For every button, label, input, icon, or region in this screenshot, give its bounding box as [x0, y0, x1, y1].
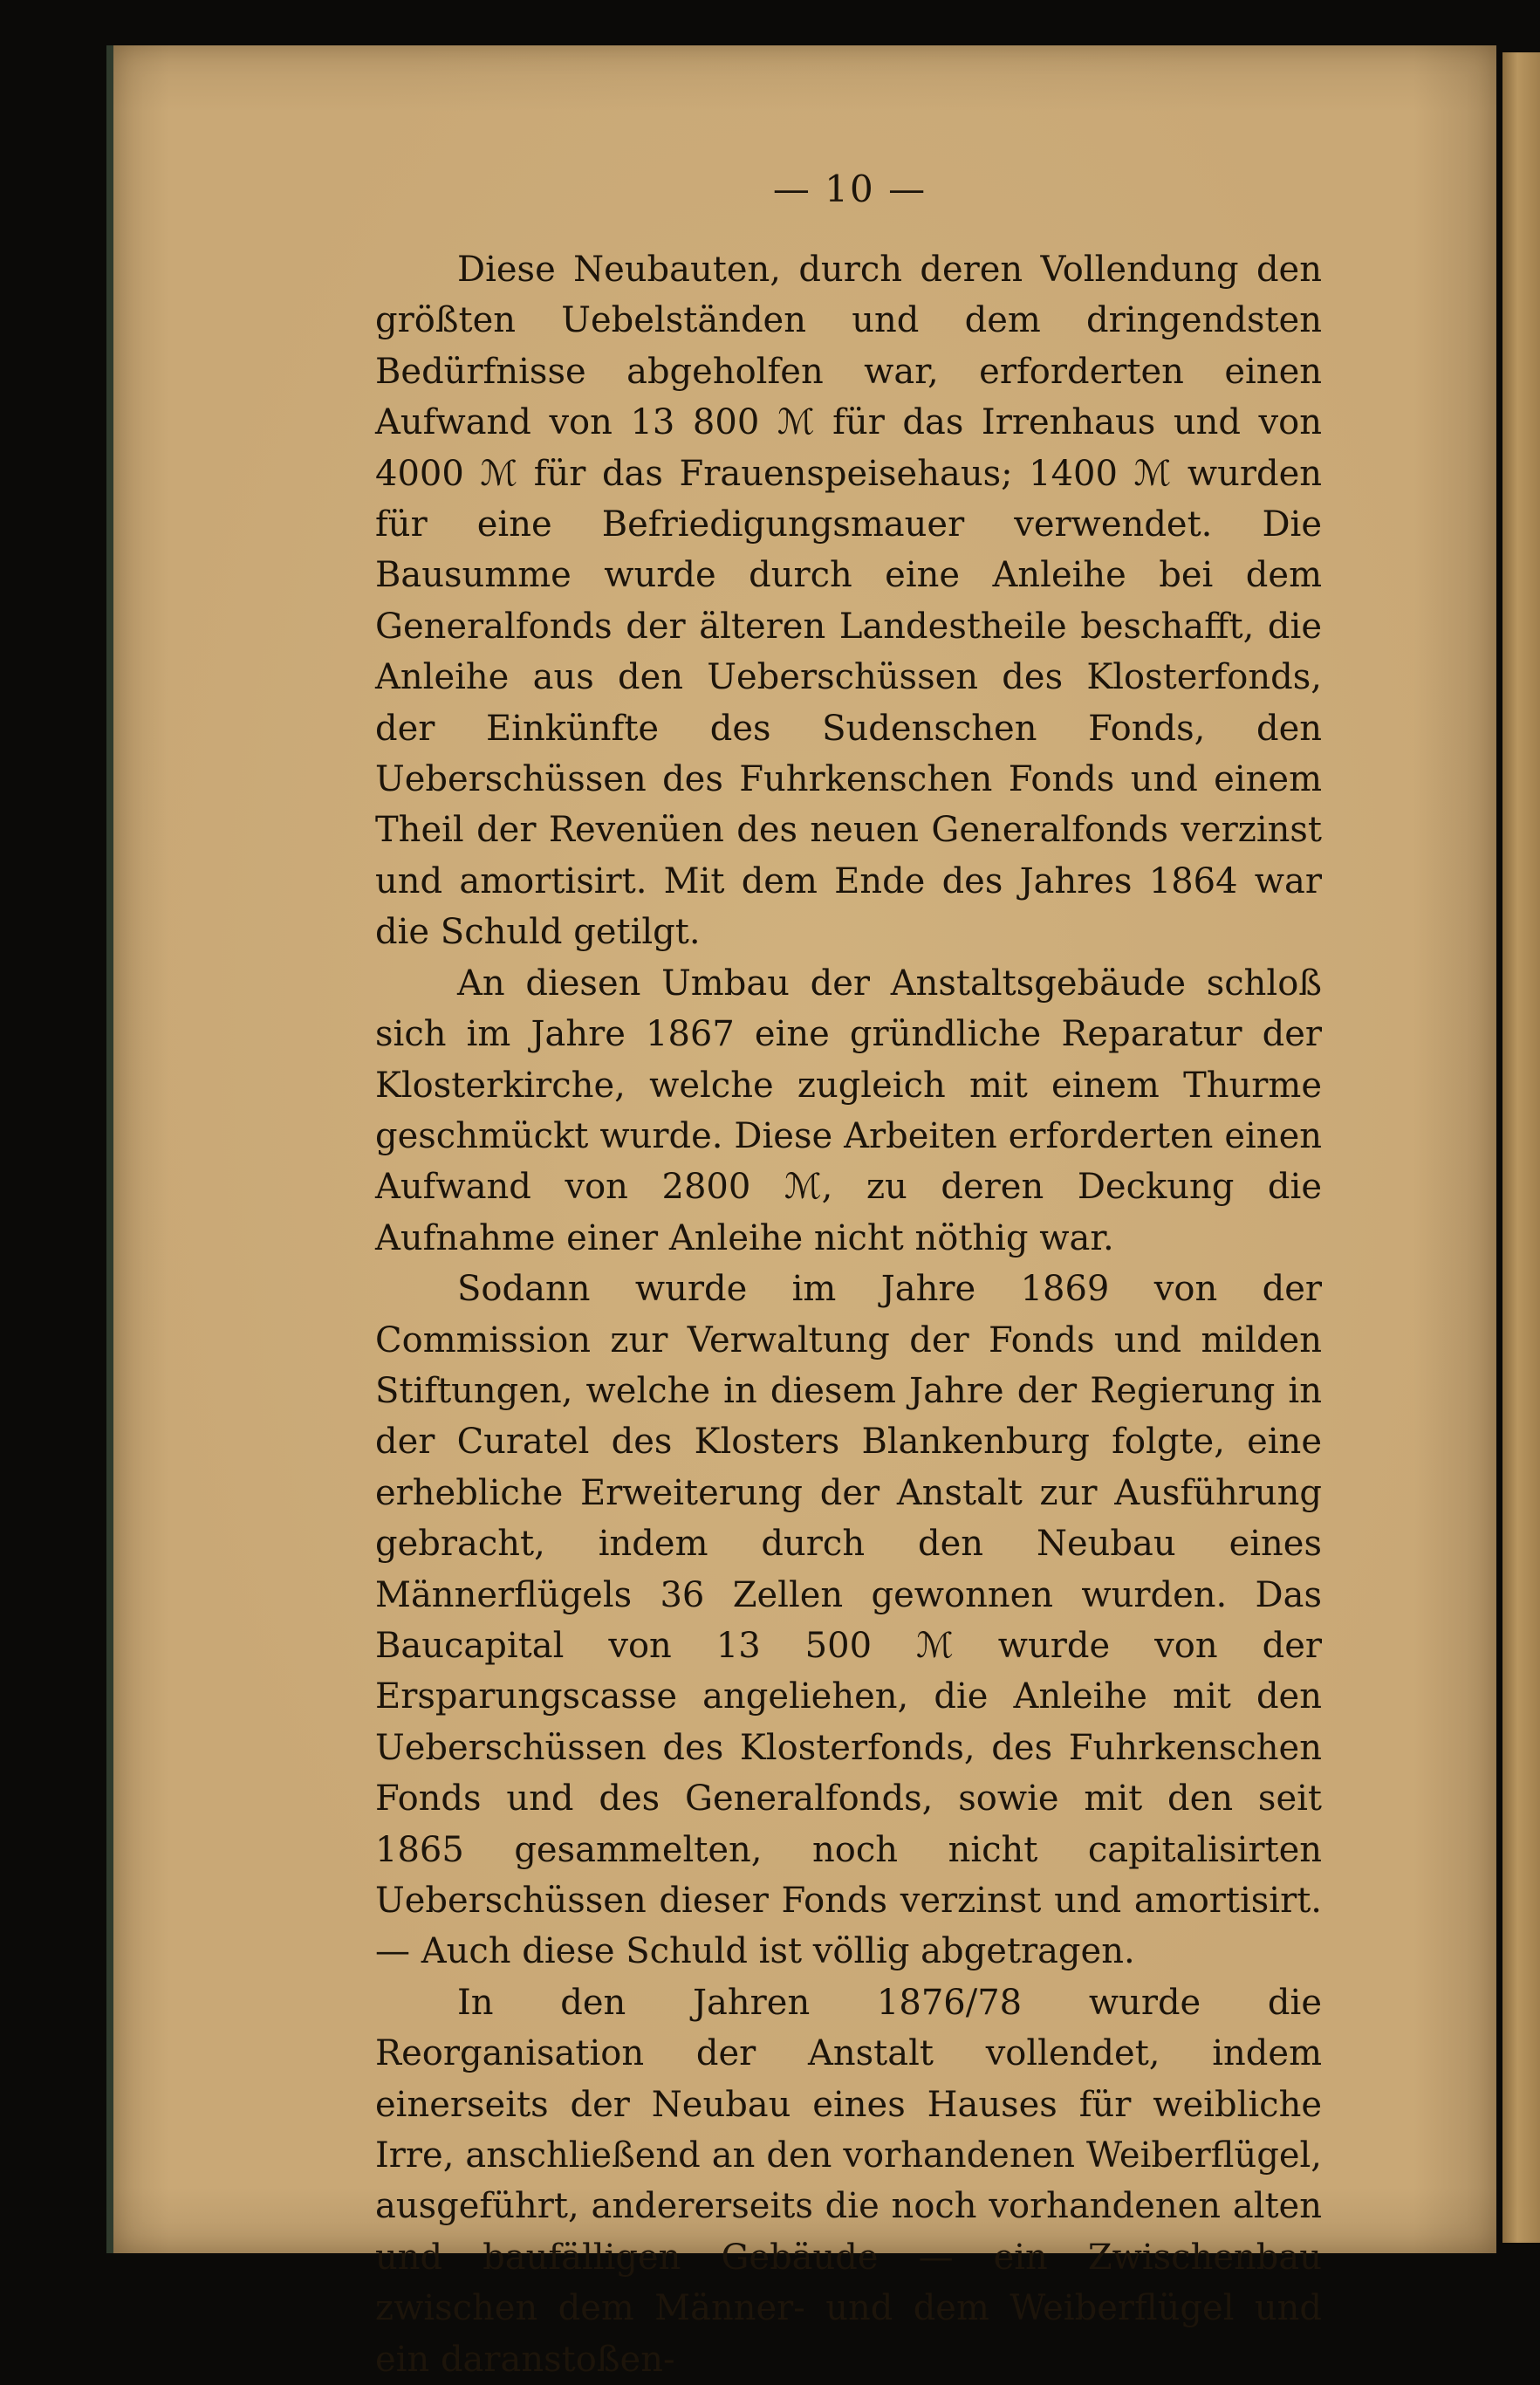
paragraph-1: Diese Neubauten, durch deren Vollendung den größten Uebelständen und dem dringendsten Bedürfnisse abgeholfen war, erforderten einen Aufwand von 13 800 ℳ für das Irrenhaus und von 4000 ℳ für das Frauenspeisehaus; 1400 ℳ wurden für eine Befriedigungsmauer verwendet. Die Bausumme wurde durch eine Anleihe bei dem Generalfonds der älteren Landestheile beschafft, die Anleihe aus den Ueberschüssen des Klosterfonds, der Einkünfte des Sudenschen Fonds, den Ueberschüssen des Fuhrkenschen Fonds und einem Theil der Revenüen des neuen Generalfonds verzinst und amortisirt. Mit dem Ende des Jahres 1864 war die Schuld getilgt. — [375, 250, 1322, 953]
next-page-edge — [1502, 52, 1540, 2243]
paragraph-2: An diesen Umbau der Anstaltsgebäude schloß sich im Jahre 1867 eine gründliche Reparatur der Klosterkirche, welche zugleich mit einem Thurme geschmückt wurde. Diese Arbeiten erforderten einen Aufwand von 2800 ℳ, zu deren Deckung die Aufnahme einer Anleihe nicht nöthig war. — [375, 963, 1322, 1258]
page-number: — 10 — — [772, 168, 927, 210]
paragraph-3: Sodann wurde im Jahre 1869 von der Commission zur Verwaltung der Fonds und milden Stiftungen, welche in diesem Jahre der Regierung in der Curatel des Klosters Blankenburg folgte, eine erhebliche Erweiterung der Anstalt zur Ausführung gebracht, indem durch den Neubau eines Männerflügels 36 Zellen gewonnen wurden. Das Baucapital von 13 500 ℳ wurde von der Ersparungscasse angeliehen, die Anleihe mit den Ueberschüssen des Klosterfonds, des Fuhrkenschen Fonds und des Generalfonds, sowie mit den seit 1865 gesammelten, noch nicht capitalisirten Ueberschüssen dieser Fonds verzinst und amortisirt. — Auch diese Schuld ist völlig abgetragen. — [375, 1269, 1322, 1972]
paragraph-4: In den Jahren 1876/78 wurde die Reorganisation der Anstalt vollendet, indem einerseits der Neubau eines Hauses für weibliche Irre, anschließend an den vorhandenen Weiberflügel, ausgeführt, andererseits die noch vorhandenen alten und baufälligen Gebäude — ein Zwischenbau zwischen dem Männer- und dem Weiberflügel und ein daranstoßen- — [375, 1982, 1322, 2380]
page-text — [375, 244, 1322, 2385]
